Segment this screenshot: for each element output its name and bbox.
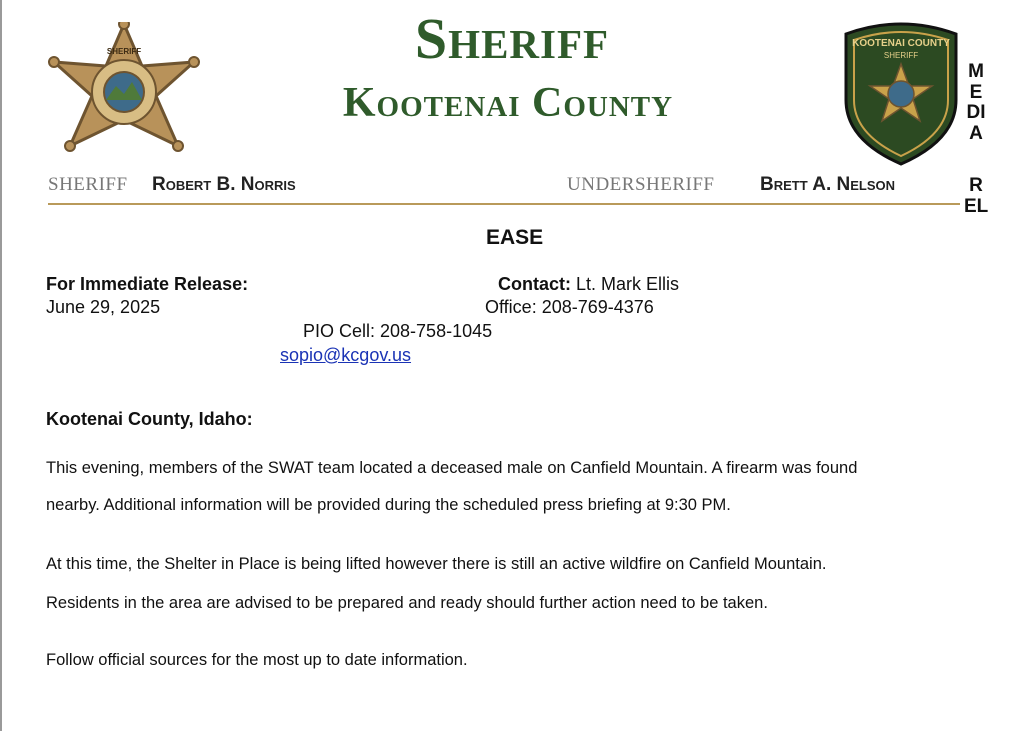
- vertical-letter: DI: [966, 102, 986, 123]
- release-heading: EASE: [486, 226, 544, 249]
- header-divider: [48, 203, 960, 205]
- sheriff-label: SHERIFF: [48, 174, 128, 195]
- contact-label: Contact:: [498, 274, 571, 294]
- immediate-release-label: For Immediate Release:: [46, 274, 249, 294]
- contact-name: Lt. Mark Ellis: [576, 274, 680, 294]
- contact-line: [498, 273, 679, 295]
- header-title-sheriff: Sheriff: [414, 6, 610, 71]
- paragraph-2-line-2: Residents in the area are advised to be prepared and ready should further action need to be taken.: [46, 594, 768, 612]
- vertical-media-release-text: [964, 62, 988, 217]
- patch-subtitle-text: SHERIFF: [883, 51, 919, 60]
- undersheriff-name: Brett A. Nelson: [760, 174, 896, 195]
- undersheriff-label: UNDERSHERIFF: [567, 174, 715, 195]
- patch-title-text: KOOTENAI COUNTY: [852, 38, 950, 49]
- vertical-letter: EL: [964, 195, 989, 217]
- page-edge-line: [0, 0, 2, 731]
- paragraph-1-line-1: This evening, members of the SWAT team located a deceased male on Canfield Mountain. A firearm was found: [46, 459, 858, 477]
- paragraph-1-line-2: nearby. Additional information will be provided during the scheduled press briefing at 9:30 PM.: [46, 496, 731, 514]
- vertical-letter: R: [969, 175, 983, 196]
- sheriff-name: Robert B. Norris: [152, 174, 296, 195]
- badge-text: SHERIFF: [106, 47, 142, 56]
- release-date: June 29, 2025: [46, 297, 161, 317]
- vertical-letter: E: [969, 81, 983, 103]
- header-title-county: Kootenai County: [342, 80, 674, 126]
- email-link[interactable]: sopio@kcgov.us: [280, 345, 412, 365]
- vertical-letter: M: [968, 61, 984, 82]
- vertical-letter: A: [969, 122, 983, 144]
- vertical-gap: [964, 144, 988, 176]
- location-heading: Kootenai County, Idaho:: [46, 409, 253, 429]
- pio-cell: PIO Cell: 208-758-1045: [303, 321, 493, 341]
- paragraph-3: Follow official sources for the most up to date information.: [46, 651, 468, 669]
- office-phone: Office: 208-769-4376: [485, 297, 654, 317]
- paragraph-2-line-1: At this time, the Shelter in Place is being lifted however there is still an active wildfire on Canfield Mountain.: [46, 555, 827, 573]
